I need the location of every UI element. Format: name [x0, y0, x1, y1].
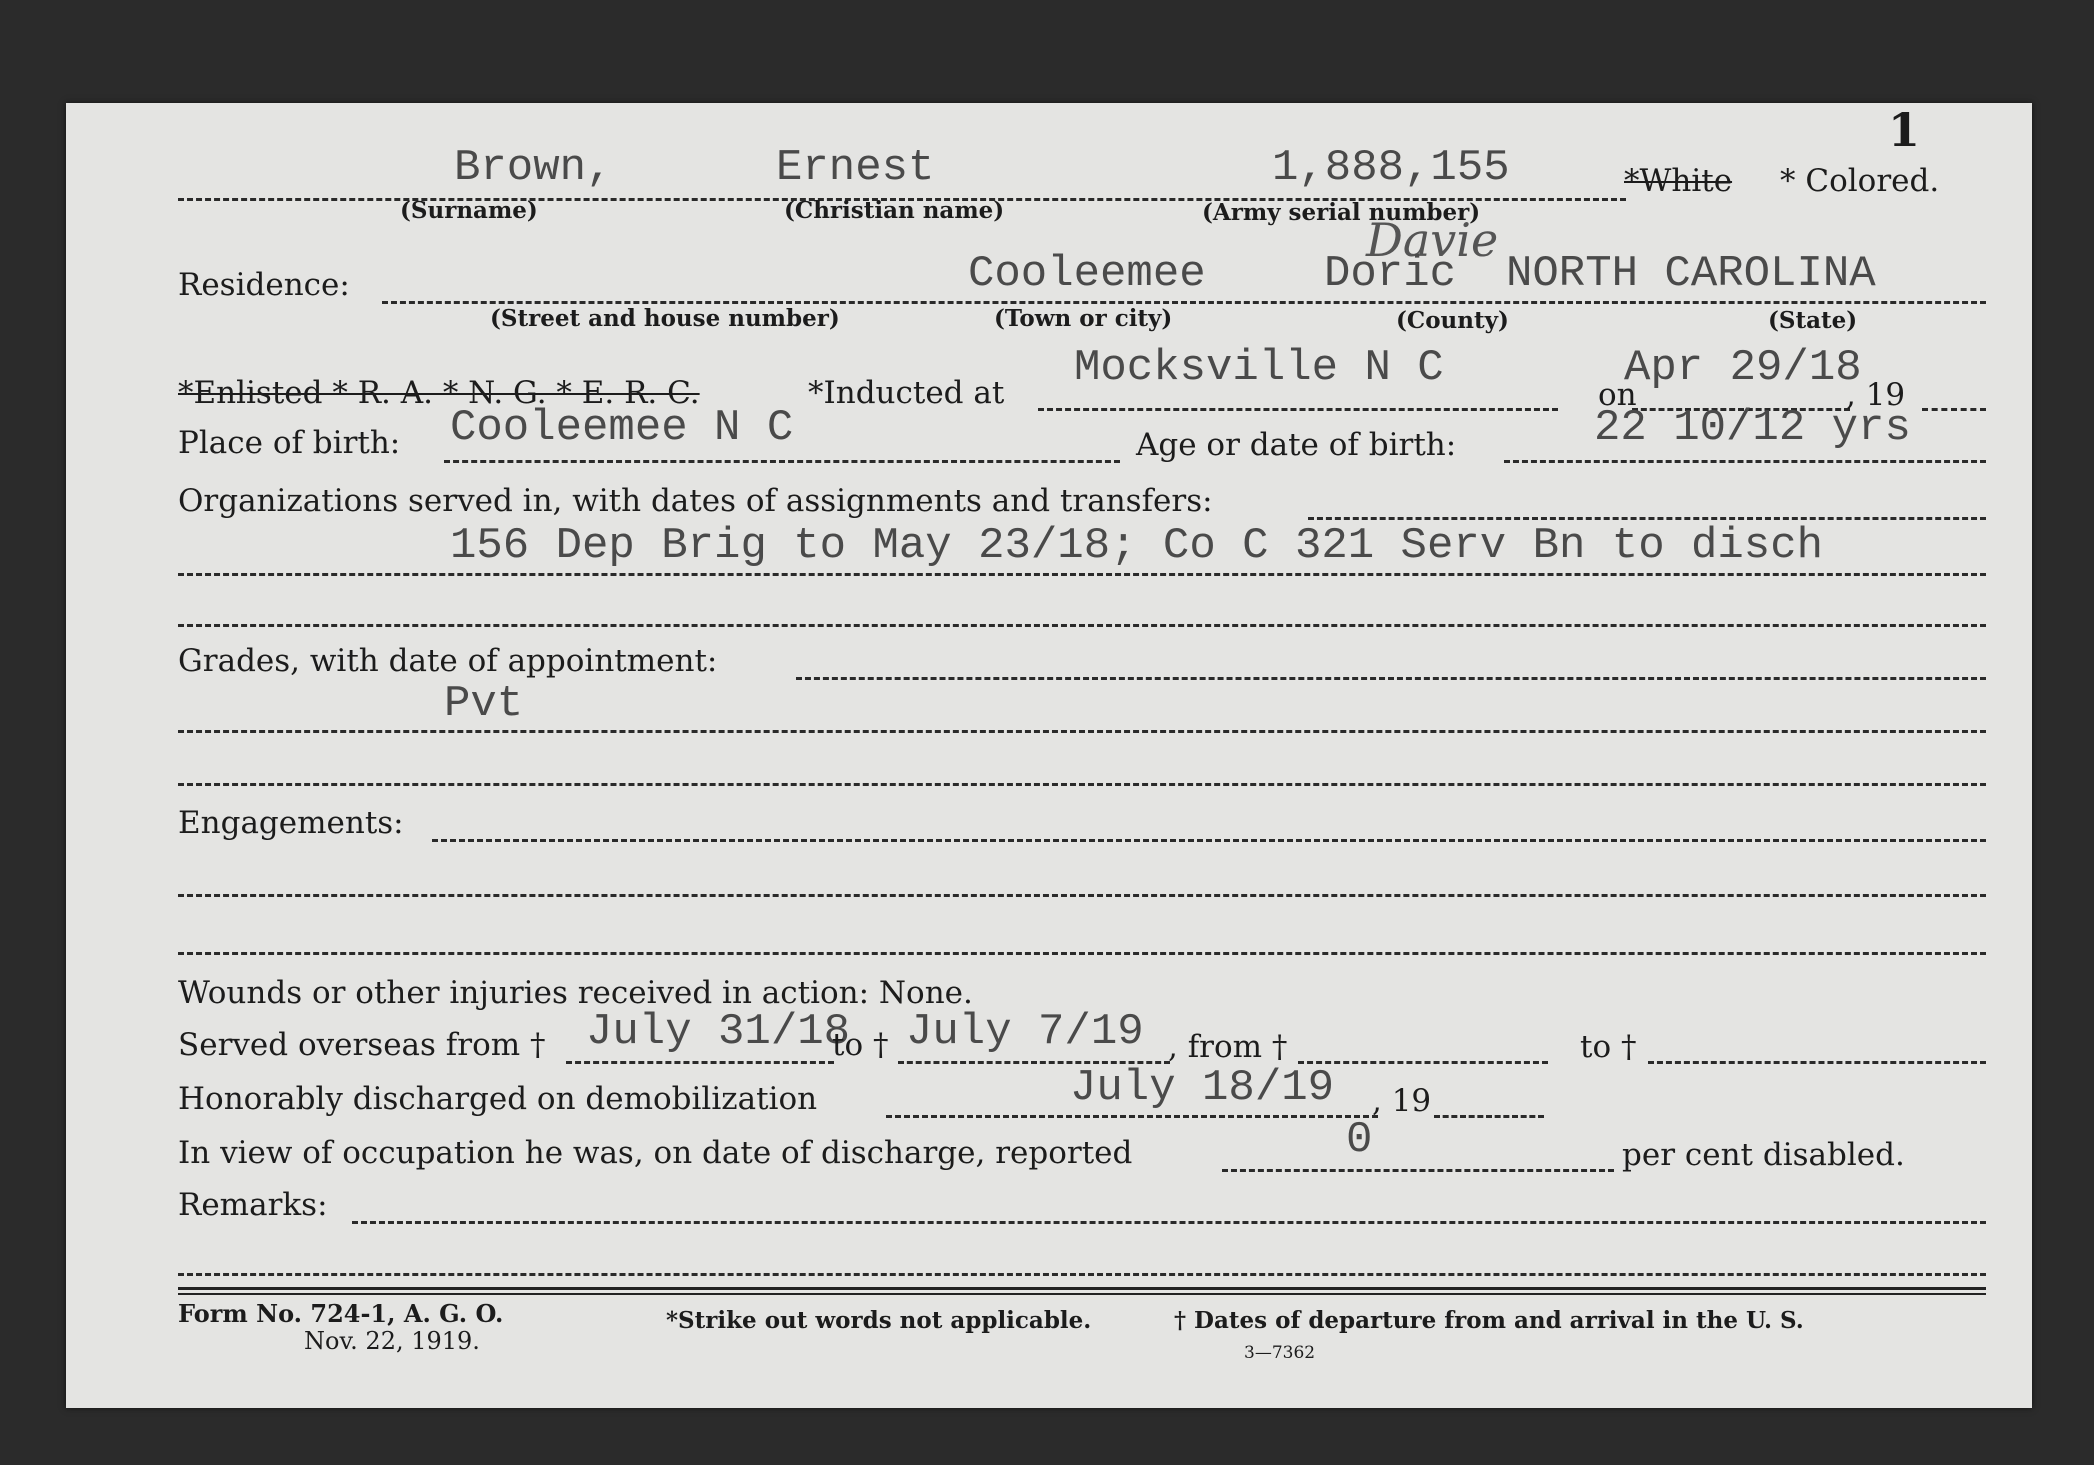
footer-rule-top	[178, 1287, 1986, 1290]
overseas-from2-line	[1298, 1061, 1548, 1064]
overseas-to-label: to †	[832, 1027, 889, 1063]
disability-label: In view of occupation he was, on date of discharge, reported	[178, 1135, 1133, 1171]
grades-value: Pvt	[444, 679, 524, 729]
serial-number-value: 1,888,155	[1272, 143, 1510, 193]
inducted-at-value: Mocksville N C	[1074, 343, 1444, 393]
residence-state-value: NORTH CAROLINA	[1506, 249, 1876, 299]
induction-date-value: Apr 29/18	[1624, 343, 1862, 393]
grades-line-0	[796, 677, 1986, 680]
grades-line-2	[178, 783, 1986, 786]
age-line	[1504, 460, 1986, 463]
discharge-date-line	[886, 1115, 1378, 1118]
service-record-card	[66, 103, 2032, 1408]
disability-suffix: per cent disabled.	[1622, 1137, 1905, 1173]
place-of-birth-label: Place of birth:	[178, 425, 401, 461]
organizations-value: 156 Dep Brig to May 23/18; Co C 321 Serv Bn to disch	[450, 521, 1824, 571]
overseas-to2-line	[1648, 1061, 1986, 1064]
organizations-line-2	[178, 624, 1986, 627]
discharge-label: Honorably discharged on demobilization	[178, 1081, 818, 1117]
footer-rule-bottom	[178, 1293, 1986, 1295]
disability-value: 0	[1346, 1115, 1373, 1165]
enlisted-options-struck: *Enlisted * R. A. * N. G. * E. R. C.	[178, 375, 700, 411]
organizations-label: Organizations served in, with dates of assignments and transfers:	[178, 483, 1213, 519]
card-number: 1	[1888, 103, 1921, 157]
age-label: Age or date of birth:	[1136, 427, 1457, 463]
overseas-to-value: July 7/19	[906, 1007, 1144, 1057]
inducted-at-label: *Inducted at	[808, 375, 1005, 411]
county-label: (County)	[1396, 307, 1509, 334]
race-white-struck: *White	[1624, 163, 1733, 199]
christian-name-label: (Christian name)	[784, 197, 1005, 224]
county-correction-handwritten: Davie	[1366, 213, 1499, 267]
induction-year-label: , 19	[1846, 377, 1906, 413]
serial-number-label: (Army serial number)	[1202, 199, 1481, 226]
place-of-birth-line	[444, 460, 1120, 463]
grades-line-1	[178, 730, 1986, 733]
remarks-label: Remarks:	[178, 1187, 328, 1223]
form-number: Form No. 724-1, A. G. O.	[178, 1299, 504, 1328]
organizations-line-1	[178, 573, 1986, 576]
overseas-from2-label: , from †	[1168, 1029, 1288, 1065]
strike-note: *Strike out words not applicable.	[666, 1307, 1092, 1334]
engagements-line-0	[432, 839, 1986, 842]
engagements-line-1	[178, 894, 1986, 897]
surname-value: Brown,	[454, 143, 613, 193]
dates-note: † Dates of departure from and arrival in the U. S.	[1174, 1307, 1804, 1334]
christian-name-value: Ernest	[776, 143, 935, 193]
residence-label: Residence:	[178, 267, 350, 303]
residence-town-value: Cooleemee	[968, 249, 1206, 299]
induction-year-line	[1922, 408, 1986, 411]
disability-line	[1222, 1169, 1614, 1172]
grades-label: Grades, with date of appointment:	[178, 643, 718, 679]
overseas-from-value: July 31/18	[586, 1007, 851, 1057]
discharge-year-line	[1434, 1115, 1544, 1118]
surname-label: (Surname)	[400, 197, 538, 224]
remarks-line-0	[352, 1221, 1986, 1224]
print-code: 3—7362	[1244, 1343, 1316, 1363]
overseas-to2-label: to †	[1580, 1029, 1637, 1065]
age-value: 22 10/12 yrs	[1594, 403, 1911, 453]
remarks-line-1	[178, 1273, 1986, 1276]
place-of-birth-value: Cooleemee N C	[450, 403, 794, 453]
race-colored: * Colored.	[1780, 163, 1940, 199]
form-date: Nov. 22, 1919.	[304, 1327, 480, 1355]
residence-line	[382, 301, 1986, 304]
engagements-line-2	[178, 952, 1986, 955]
discharge-date-value: July 18/19	[1070, 1063, 1335, 1113]
inducted-at-line	[1038, 408, 1558, 411]
overseas-from-line	[566, 1061, 834, 1064]
overseas-label: Served overseas from †	[178, 1027, 546, 1063]
street-label: (Street and house number)	[490, 305, 840, 332]
organizations-line-0	[1308, 517, 1986, 520]
state-label: (State)	[1768, 307, 1858, 334]
on-label: on	[1598, 377, 1637, 413]
discharge-year-label: , 19	[1372, 1083, 1432, 1119]
town-label: (Town or city)	[994, 305, 1173, 332]
engagements-label: Engagements:	[178, 805, 404, 841]
residence-county-value: Doric	[1324, 249, 1457, 299]
wounds-label: Wounds or other injuries received in action: None.	[178, 975, 973, 1011]
